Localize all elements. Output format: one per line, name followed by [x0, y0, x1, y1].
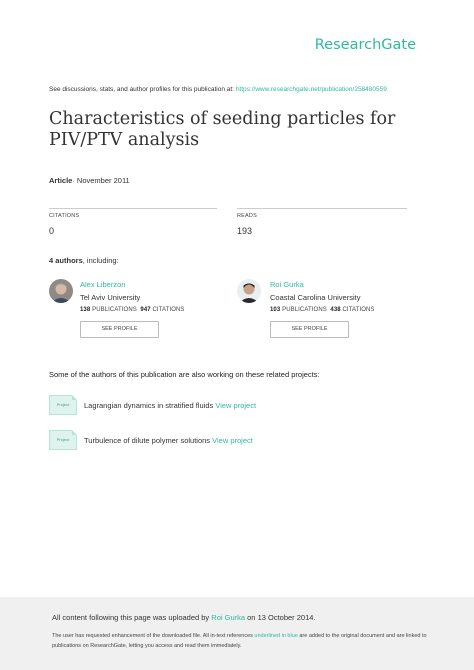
avatar[interactable] [237, 279, 261, 303]
publications-count: 103 [270, 307, 281, 313]
note-text-2: are added to the original document and are linked to publications on ResearchGate, letting you access and read them immediately. [52, 633, 427, 649]
authors-suffix: , including: [82, 256, 119, 265]
upload-info [52, 613, 316, 622]
article-type: Article [49, 176, 73, 185]
citations-divider [49, 208, 217, 209]
project-icon-label: Project [56, 437, 70, 442]
author-affiliation: Tel Aviv University [80, 293, 141, 302]
author-name-link[interactable]: Roi Gurka [270, 280, 304, 289]
view-project-link[interactable]: View project [215, 401, 257, 410]
discussion-line [49, 86, 387, 93]
authors-count: 4 authors [49, 256, 83, 265]
reads-count: 193 [237, 226, 253, 236]
author-stats [270, 307, 375, 313]
discussion-text: See discussions, stats, and author profiles for this publication at: [49, 86, 234, 93]
article-date: · November 2011 [72, 176, 130, 185]
see-profile-button[interactable]: SEE PROFILE [270, 321, 349, 338]
publications-label: PUBLICATIONS [282, 307, 327, 313]
avatar[interactable] [49, 279, 73, 303]
citations-count: 0 [49, 226, 55, 236]
upload-suffix: on 13 October 2014. [247, 613, 316, 622]
citations-label: CITATIONS [152, 307, 185, 313]
projects-heading: Some of the authors of this publication are also working on these related projects: [49, 370, 320, 379]
citations-count: 438 [330, 307, 341, 313]
publications-count: 138 [80, 307, 91, 313]
page-title: Characteristics of seeding particles for PIV/PTV analysis [49, 109, 396, 150]
citations-count: 947 [140, 307, 151, 313]
reads-label: READS [237, 213, 257, 219]
publication-url-link[interactable]: https://www.researchgate.net/publication/258480559 [235, 86, 387, 93]
citations-label: CITATIONS [342, 307, 375, 313]
project-item [84, 436, 253, 445]
project-icon [49, 395, 77, 415]
project-item [84, 401, 256, 410]
view-project-link[interactable]: View project [212, 436, 253, 445]
enhancement-note [52, 632, 432, 651]
uploader-link[interactable]: Roi Gurka [211, 613, 246, 622]
authors-heading [49, 256, 119, 265]
researchgate-logo[interactable]: ResearchGate [314, 37, 416, 53]
note-link: underlined in blue [254, 633, 298, 639]
project-title: Lagrangian dynamics in stratified fluids [84, 401, 214, 410]
article-meta [49, 176, 130, 185]
publications-label: PUBLICATIONS [92, 307, 137, 313]
author-affiliation: Coastal Carolina University [270, 293, 361, 302]
upload-prefix: All content following this page was uploaded by [52, 613, 210, 622]
citations-label: CITATIONS [49, 213, 80, 219]
note-text-1: The user has requested enhancement of the downloaded file. All in-text references [52, 633, 253, 639]
author-stats [80, 307, 185, 313]
reads-divider [237, 208, 407, 209]
author-name-link[interactable]: Alex Liberzon [80, 280, 126, 289]
project-icon [49, 430, 77, 450]
see-profile-button[interactable]: SEE PROFILE [80, 321, 159, 338]
project-icon-label: Project [56, 402, 70, 407]
project-title: Turbulence of dilute polymer solutions [84, 436, 211, 445]
